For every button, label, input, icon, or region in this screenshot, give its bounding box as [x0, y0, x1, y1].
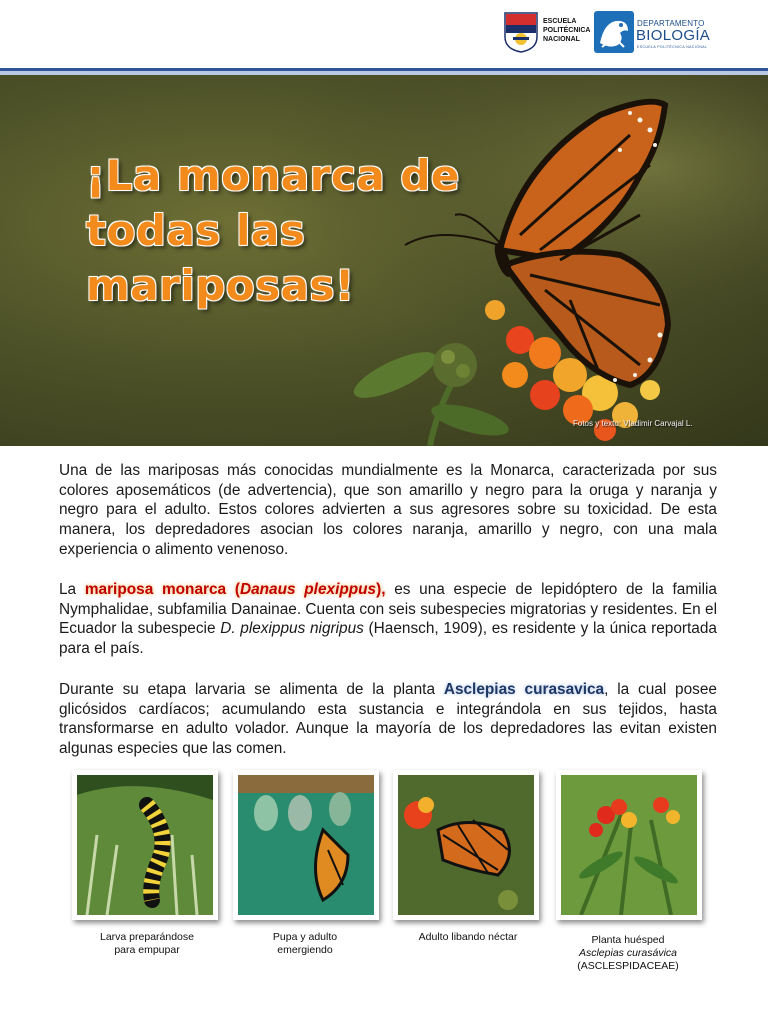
frog-logo-icon	[594, 11, 634, 53]
caption-larva-line2: para empupar	[114, 944, 180, 956]
title-close-mark: !	[334, 261, 355, 310]
intro-paragraph: Una de las mariposas más conocidas mundialmente es la Monarca, caracterizada por sus colores aposemáticos (de advertencia), que son amarillo y negro para la oruga y naranja y negro para el adulto. Estos colores advierten a sus agresores sobre su toxicidad. De esta manera, los depredadores asocian los colores naranja, amarillo y negro, con una mala experiencia o alimento venenoso.	[59, 462, 717, 558]
department-subtitle: ESCUELA POLITÉCNICA NACIONAL	[637, 45, 708, 49]
caption-pupa-line2: emergiendo	[277, 944, 333, 956]
page-title	[86, 148, 506, 313]
photo-adult-nectar	[393, 770, 539, 920]
subspecies-name: D. plexippus nigripus	[220, 620, 364, 638]
photo-pupa	[233, 770, 379, 920]
host-rest: , la cual posee glicósidos cardíacos; acumulando esta sustancia e integrándola en sus tejidos, hasta transformarse en adulto volador. Aunque la mayoría de los depredadores las evitan existen algunas especies que las comen.	[59, 681, 717, 758]
caption-pupa	[230, 931, 380, 957]
photo-larva	[72, 770, 218, 920]
species-text-2: (Haensch, 1909), es residente y la única reportada para el país.	[59, 620, 717, 658]
host-lead: Durante su etapa larvaria se alimenta de la planta	[59, 681, 444, 698]
species-lead: La	[59, 581, 85, 598]
title-text: La monarca de todas las mariposas	[86, 151, 460, 310]
epn-crest-icon	[503, 11, 539, 53]
caption-host-species: Asclepias curasávica	[578, 947, 678, 959]
caption-host-family: (ASCLESPIDACEAE)	[577, 960, 679, 972]
caption-host-line1: Planta huésped	[591, 934, 665, 946]
epn-name: ESCUELA POLITÉCNICA NACIONAL	[543, 18, 591, 43]
photo-host-plant	[556, 770, 702, 920]
host-plant-paragraph	[59, 680, 717, 759]
paren-open: (	[226, 581, 240, 598]
caption-pupa-line1: Pupa y adulto	[272, 931, 338, 943]
caption-host-line2	[553, 947, 703, 960]
species-text-1: es una especie de lepidóptero de la familia Nymphalidae, subfamilia Danainae. Cuenta con seis subespecies migratorias y residentes. En el Ecuador la subespecie	[59, 581, 717, 638]
caption-adult	[393, 931, 543, 944]
biology-department-logo	[594, 11, 714, 55]
photo-credit: Fotos y texto: Vladimir Carvajal L.	[573, 419, 693, 428]
title-open-mark: ¡	[86, 151, 106, 200]
species-paragraph	[59, 580, 717, 659]
department-title: BIOLOGÍA	[636, 27, 711, 44]
caption-larva	[72, 931, 222, 957]
paren-close: ),	[376, 581, 386, 598]
epn-logo	[503, 11, 591, 55]
department-label: DEPARTAMENTO	[637, 19, 705, 28]
species-name: Danaus plexippus	[239, 581, 377, 598]
caption-adult-line1: Adulto libando néctar	[418, 931, 518, 943]
header	[0, 0, 768, 68]
host-plant-name: Asclepias curasavica	[443, 681, 605, 698]
caption-larva-line1: Larva preparándose	[100, 931, 194, 943]
caption-host-plant	[553, 934, 703, 973]
monarch-common-name: mariposa monarca	[84, 581, 227, 598]
